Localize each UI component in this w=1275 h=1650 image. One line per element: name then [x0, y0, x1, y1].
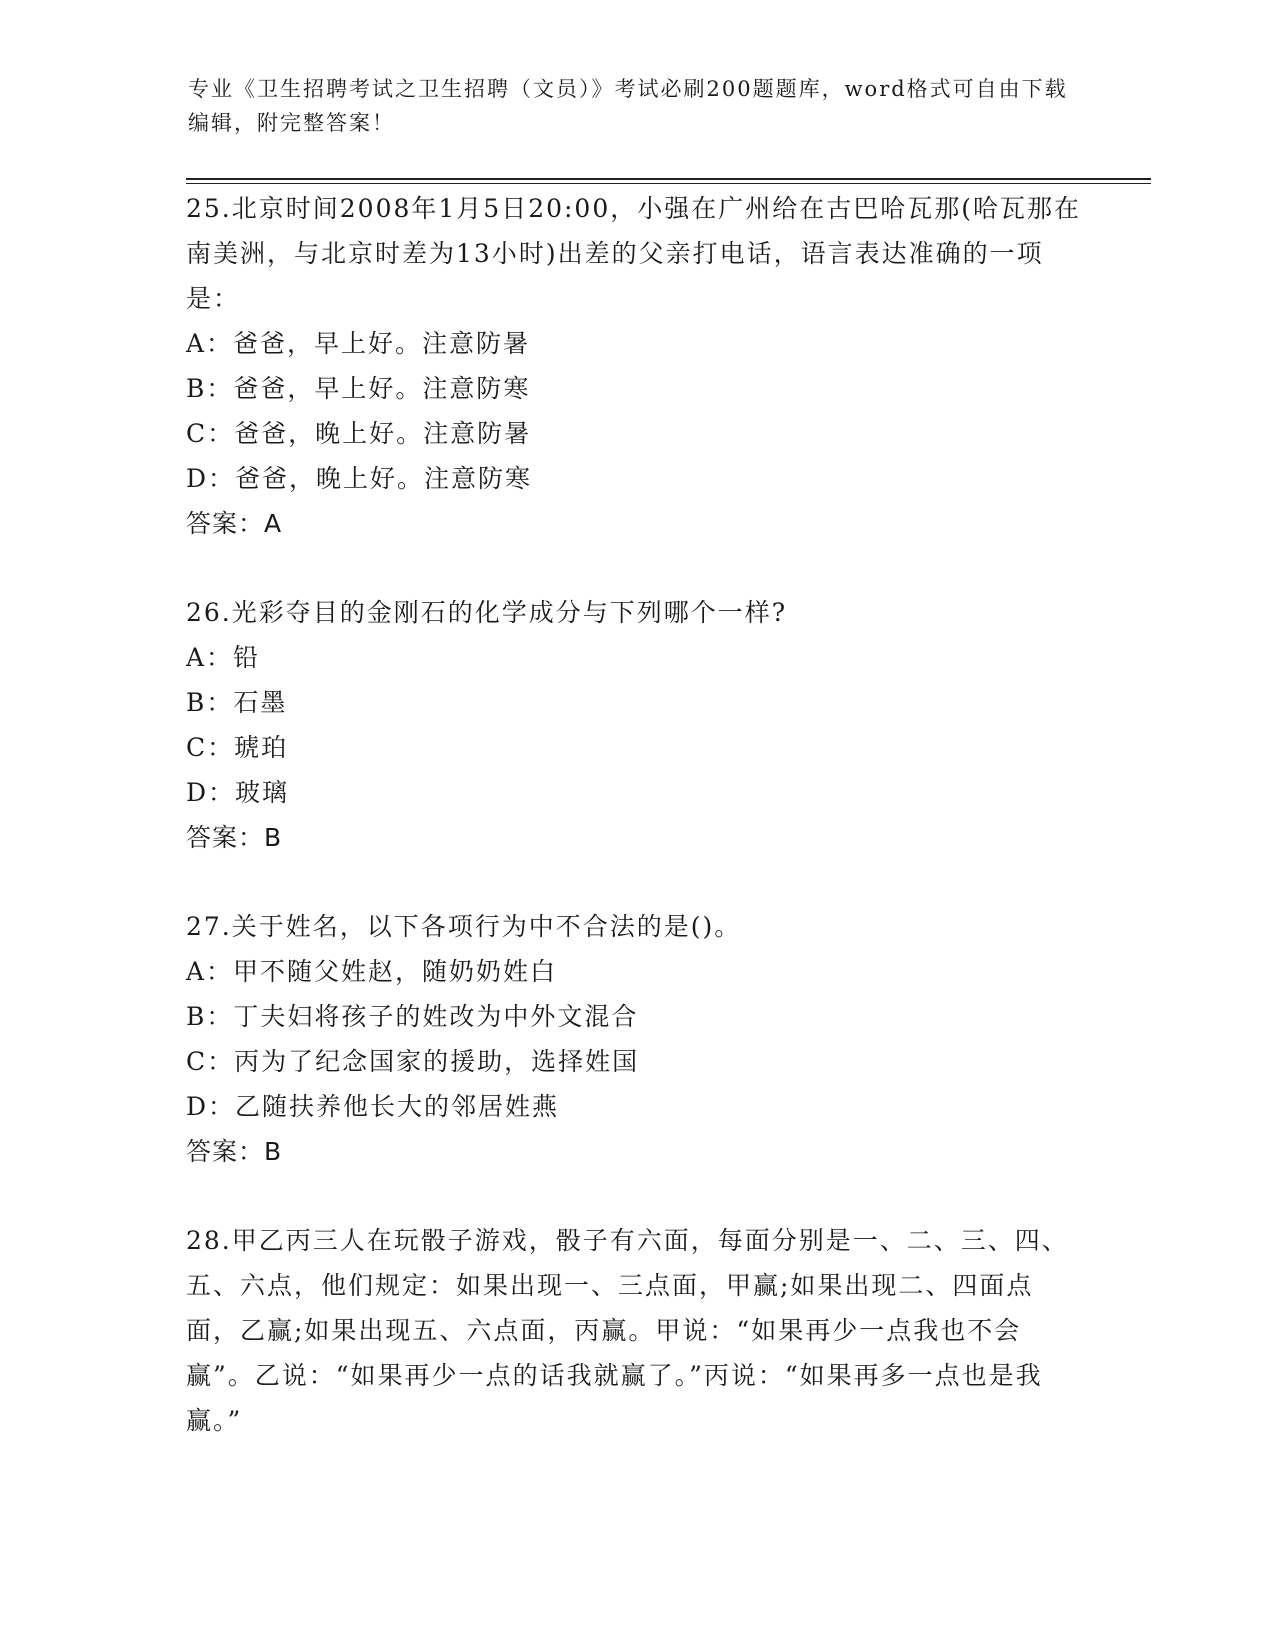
option-d: D：爸爸，晚上好。注意防寒 [186, 464, 533, 493]
header-divider-thin [186, 183, 1151, 184]
option-a: A：铅 [186, 643, 261, 672]
question-stem: 28.甲乙丙三人在玩骰子游戏，骰子有六面，每面分别是一、二、三、四、五、六点，他们规定：如果出现一、三点面，甲赢;如果出现二、四面点面，乙赢;如果出现五、六点面，丙赢。甲说：“如果再少一点我也不会赢”。乙说：“如果再少一点的话我就赢了。”丙说：“如果再多一点也是我赢。” [186, 1226, 1069, 1435]
document-header: 专业《卫生招聘考试之卫生招聘（文员）》考试必刷200题题库，word格式可自由下载编辑，附完整答案！ [188, 77, 1068, 135]
question-27 [186, 904, 1086, 1174]
header-divider-thick [186, 178, 1151, 180]
option-b: B：爸爸，早上好。注意防寒 [186, 374, 531, 403]
option-c: C：丙为了纪念国家的援助，选择姓国 [186, 1047, 640, 1076]
option-c: C：爸爸，晚上好。注意防暑 [186, 419, 532, 448]
option-a: A：甲不随父姓赵，随奶奶姓白 [186, 957, 558, 986]
option-a: A：爸爸，早上好。注意防暑 [186, 329, 531, 358]
answer-label: 答案：B [186, 823, 283, 852]
option-d: D：玻璃 [186, 778, 290, 807]
question-stem: 26.光彩夺目的金刚石的化学成分与下列哪个一样? [186, 598, 788, 627]
question-28 [186, 1218, 1086, 1443]
answer-label: 答案：A [186, 509, 283, 538]
question-26 [186, 590, 1086, 860]
question-list [186, 186, 1086, 1487]
question-25 [186, 186, 1086, 546]
option-b: B：丁夫妇将孩子的姓改为中外文混合 [186, 1002, 639, 1031]
answer-label: 答案：B [186, 1137, 283, 1166]
option-b: B：石墨 [186, 688, 288, 717]
option-c: C：琥珀 [186, 733, 289, 762]
question-stem: 27.关于姓名，以下各项行为中不合法的是()。 [186, 912, 742, 941]
option-d: D：乙随扶养他长大的邻居姓燕 [186, 1092, 560, 1121]
question-stem: 25.北京时间2008年1月5日20:00，小强在广州给在古巴哈瓦那(哈瓦那在南美洲，与北京时差为13小时)出差的父亲打电话，语言表达准确的一项是： [186, 194, 1081, 313]
